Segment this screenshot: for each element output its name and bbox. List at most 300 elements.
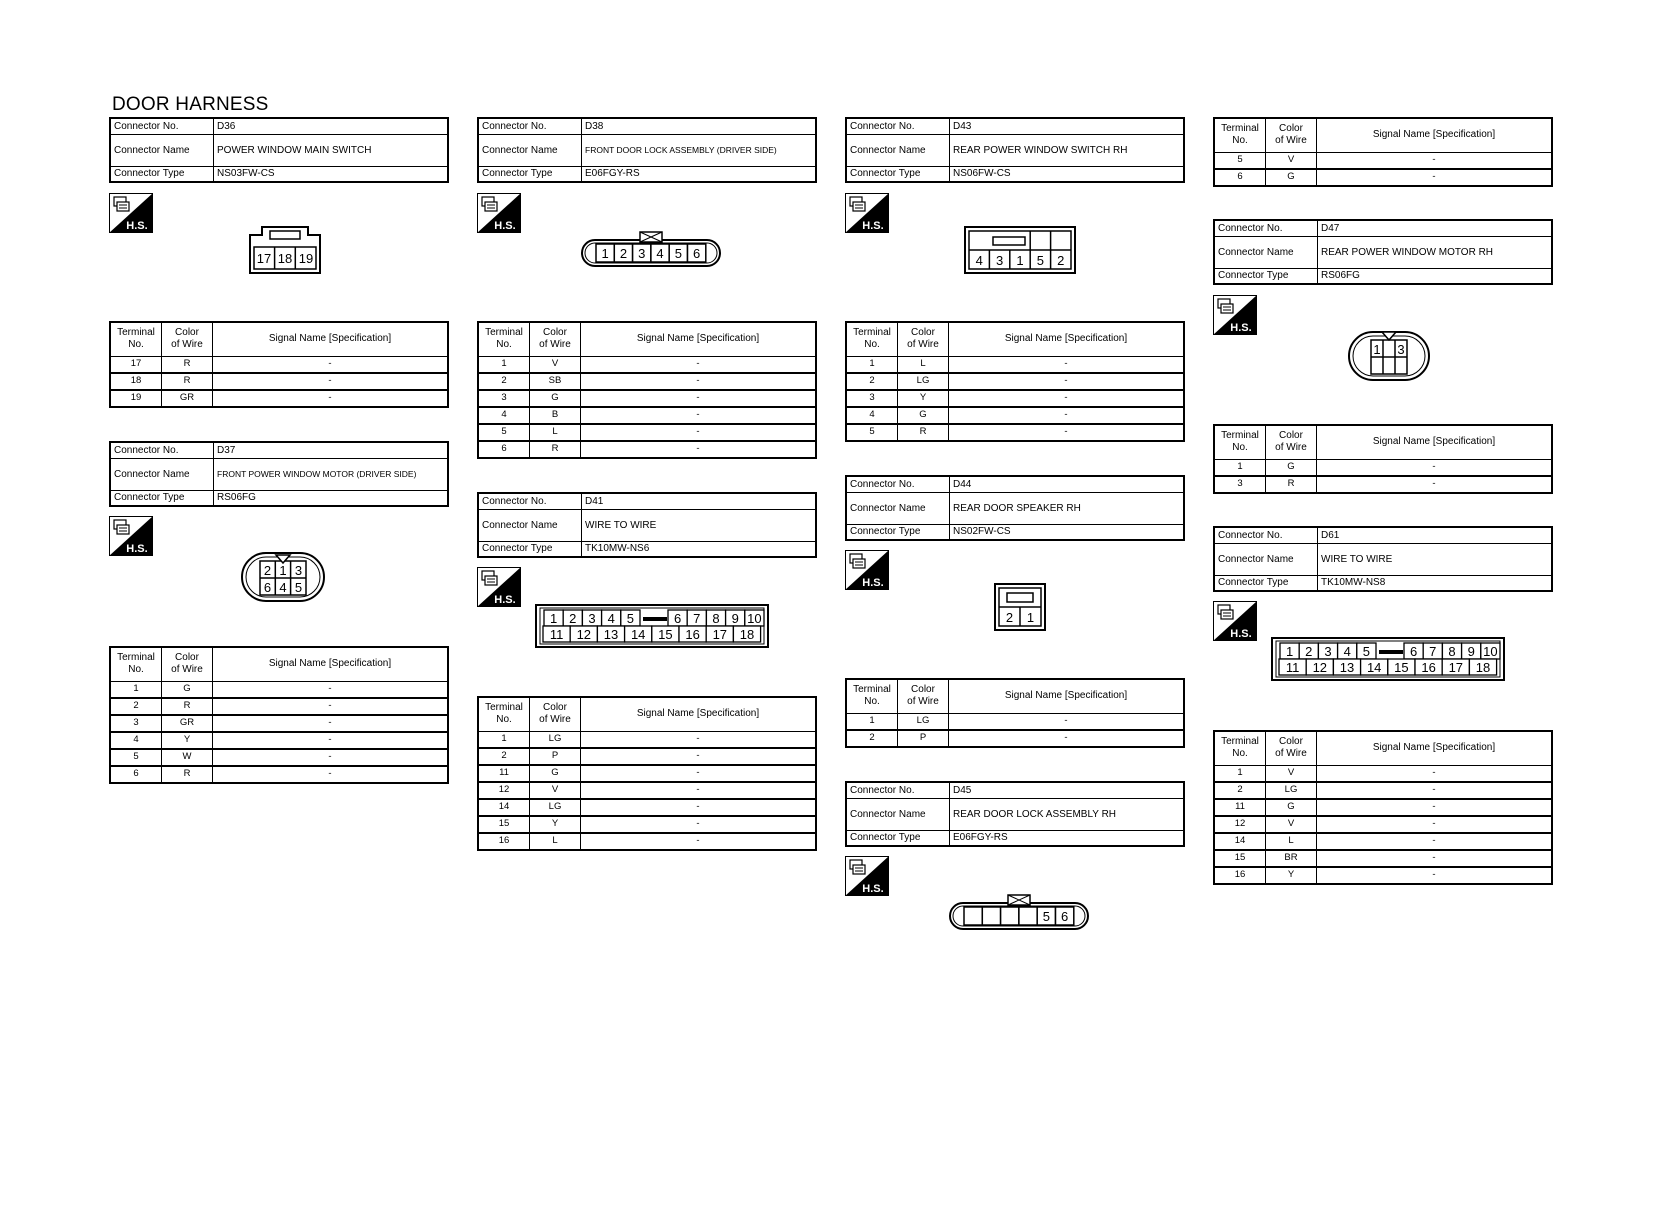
pin-label: 12 — [1312, 660, 1328, 675]
signal-name-header: Signal Name [Specification] — [949, 322, 1185, 356]
signal-name-cell: - — [949, 424, 1185, 441]
pin-label: 10 — [747, 611, 762, 626]
pin-label: 14 — [630, 627, 646, 642]
color-of-wire-header: Color of Wire — [162, 322, 213, 356]
pin-label: 17 — [712, 627, 728, 642]
table-row — [110, 766, 448, 783]
wire-color-cell: L — [530, 833, 581, 850]
connector-face-d38 — [580, 230, 722, 275]
pin-label: 4 — [279, 580, 287, 595]
wire-color-cell: SB — [530, 373, 581, 390]
terminal-no-cell: 15 — [1214, 850, 1266, 867]
connector-no-label: Connector No. — [110, 442, 214, 458]
connector-no-label: Connector No. — [110, 118, 214, 134]
table-row — [110, 749, 448, 766]
pin-label: 19 — [298, 251, 314, 266]
pin-label: 18 — [1475, 660, 1491, 675]
connector-face-d61-svg — [1270, 636, 1506, 682]
connector-face-d45 — [948, 893, 1090, 938]
connector-name-value: POWER WINDOW MAIN SWITCH — [214, 134, 449, 166]
wire-color-cell: R — [530, 441, 581, 458]
table-row — [478, 373, 816, 390]
connector-name-label: Connector Name — [478, 509, 582, 541]
terminal-no-cell: 2 — [846, 373, 898, 390]
wire-color-cell: L — [1266, 833, 1317, 850]
terminal-no-cell: 19 — [110, 390, 162, 407]
signal-name-cell: - — [213, 732, 449, 749]
connector-no-label: Connector No. — [478, 118, 582, 134]
table-row — [110, 390, 448, 407]
connector-name-label: Connector Name — [110, 458, 214, 490]
connector-name-value: REAR DOOR LOCK ASSEMBLY RH — [950, 798, 1185, 830]
connector-info-d47 — [1213, 219, 1553, 285]
signal-name-cell: - — [1317, 799, 1553, 816]
harness-side-icon — [477, 193, 521, 233]
connector-info-d36 — [109, 117, 449, 183]
table-row — [110, 698, 448, 715]
wire-color-cell: Y — [898, 390, 949, 407]
terminal-no-cell: 12 — [1214, 816, 1266, 833]
signal-name-cell: - — [581, 390, 817, 407]
signal-name-cell: - — [213, 373, 449, 390]
table-row — [478, 731, 816, 748]
terminal-no-cell: 6 — [478, 441, 530, 458]
connector-name-label: Connector Name — [846, 492, 950, 524]
connector-type-value: RS06FG — [214, 490, 449, 506]
connector-face-d36 — [248, 225, 322, 280]
pin-label: 6 — [673, 611, 682, 626]
pin-label: 5 — [1362, 644, 1371, 659]
connector-face-d61 — [1270, 636, 1506, 687]
pin-label: 7 — [693, 611, 701, 626]
harness-side-icon — [1213, 295, 1257, 335]
terminal-no-cell: 17 — [110, 356, 162, 373]
table-row — [846, 390, 1184, 407]
pin-label: 13 — [1339, 660, 1355, 675]
pin-label: 16 — [1421, 660, 1436, 675]
color-of-wire-header: Color of Wire — [898, 322, 949, 356]
pin-label: 18 — [277, 251, 293, 266]
terminal-table-d38 — [477, 321, 817, 459]
pin-label: 11 — [1285, 660, 1300, 675]
connector-no-value: D45 — [950, 782, 1185, 798]
pin-label: 4 — [1343, 644, 1351, 659]
terminal-no-cell: 6 — [1214, 169, 1266, 186]
pin-cell — [1019, 907, 1037, 925]
terminal-no-cell: 1 — [478, 731, 530, 748]
connector-face-d47-svg — [1347, 324, 1431, 384]
connector-name-label: Connector Name — [478, 134, 582, 166]
wire-color-cell: V — [1266, 765, 1317, 782]
table-row — [846, 730, 1184, 747]
table-row — [1214, 476, 1552, 493]
pin-label: 11 — [549, 627, 564, 642]
table-row — [846, 373, 1184, 390]
hs-label: H.S. — [126, 543, 148, 555]
connector-name-label: Connector Name — [846, 134, 950, 166]
connector-face-d43 — [963, 225, 1077, 280]
signal-name-cell: - — [1317, 867, 1553, 884]
terminal-no-header: Terminal No. — [846, 679, 898, 713]
wire-color-cell: G — [1266, 799, 1317, 816]
pin-label: 1 — [1026, 610, 1035, 625]
wire-color-cell: P — [530, 748, 581, 765]
terminal-table-d43 — [845, 321, 1185, 442]
wire-color-cell: W — [162, 749, 213, 766]
pin-label: 2 — [1305, 644, 1313, 659]
color-of-wire-header: Color of Wire — [898, 679, 949, 713]
table-row — [478, 799, 816, 816]
pin-label: 2 — [619, 246, 628, 261]
wire-color-cell: P — [898, 730, 949, 747]
connector-type-value: NS03FW-CS — [214, 166, 449, 182]
signal-name-cell: - — [213, 681, 449, 698]
pin-label: 5 — [1036, 253, 1045, 268]
table-row — [478, 765, 816, 782]
signal-name-cell: - — [581, 407, 817, 424]
connector-name-value: FRONT DOOR LOCK ASSEMBLY (DRIVER SIDE) — [582, 134, 817, 166]
color-of-wire-header: Color of Wire — [530, 322, 581, 356]
wire-color-cell: V — [530, 356, 581, 373]
table-row — [1214, 152, 1552, 169]
pin-label: 17 — [256, 251, 272, 266]
wire-color-cell: Y — [162, 732, 213, 749]
terminal-no-cell: 15 — [478, 816, 530, 833]
wire-color-cell: LG — [898, 373, 949, 390]
connector-info-d61 — [1213, 526, 1553, 592]
terminal-table-d36 — [109, 321, 449, 408]
table-row — [1214, 799, 1552, 816]
wire-color-cell: Y — [1266, 867, 1317, 884]
signal-name-cell: - — [1317, 169, 1553, 186]
pin-label: 8 — [1448, 644, 1456, 659]
terminal-no-cell: 16 — [478, 833, 530, 850]
pin-label: 6 — [263, 580, 272, 595]
terminal-no-cell: 16 — [1214, 867, 1266, 884]
connector-face-d36-svg — [248, 225, 322, 275]
signal-name-cell: - — [213, 749, 449, 766]
signal-name-header: Signal Name [Specification] — [949, 679, 1185, 713]
connector-no-value: D61 — [1318, 527, 1553, 543]
table-row — [846, 356, 1184, 373]
hs-label: H.S. — [862, 577, 884, 589]
pin-label: 9 — [1467, 644, 1475, 659]
connector-no-label: Connector No. — [846, 118, 950, 134]
terminal-no-cell: 5 — [1214, 152, 1266, 169]
terminal-no-header: Terminal No. — [478, 322, 530, 356]
connector-name-value: FRONT POWER WINDOW MOTOR (DRIVER SIDE) — [214, 458, 449, 490]
terminal-table-d47 — [1213, 424, 1553, 494]
connector-no-value: D36 — [214, 118, 449, 134]
wire-color-cell: R — [1266, 476, 1317, 493]
signal-name-header: Signal Name [Specification] — [581, 322, 817, 356]
signal-name-cell: - — [581, 424, 817, 441]
pin-label: 7 — [1429, 644, 1437, 659]
pin-label: 3 — [294, 563, 303, 578]
pin-label: 5 — [294, 580, 303, 595]
connector-info-d43 — [845, 117, 1185, 183]
pin-label: 3 — [588, 611, 596, 626]
connector-face-d41 — [534, 603, 770, 654]
terminal-no-cell: 3 — [1214, 476, 1266, 493]
wire-color-cell: R — [162, 356, 213, 373]
terminal-no-cell: 11 — [478, 765, 530, 782]
connector-name-value: WIRE TO WIRE — [1318, 543, 1553, 575]
pin-label: 3 — [995, 253, 1004, 268]
connector-face-d45-svg — [948, 893, 1090, 933]
signal-name-header: Signal Name [Specification] — [213, 322, 449, 356]
pin-label: 17 — [1448, 660, 1464, 675]
terminal-no-cell: 14 — [1214, 833, 1266, 850]
connector-face-d44-svg — [993, 582, 1047, 632]
connector-type-value: RS06FG — [1318, 268, 1553, 284]
pin-label: 4 — [975, 253, 983, 268]
connector-info-d44 — [845, 475, 1185, 541]
table-row — [478, 407, 816, 424]
terminal-no-cell: 1 — [478, 356, 530, 373]
terminal-table-d61 — [1213, 730, 1553, 885]
connector-face-d38-svg — [580, 230, 722, 270]
terminal-no-cell: 14 — [478, 799, 530, 816]
terminal-no-header: Terminal No. — [1214, 425, 1266, 459]
pin-label: 5 — [626, 611, 635, 626]
connector-name-label: Connector Name — [846, 798, 950, 830]
terminal-no-cell: 2 — [478, 748, 530, 765]
signal-name-cell: - — [1317, 765, 1553, 782]
connector-face-d37-svg — [240, 547, 326, 605]
connector-face-d47 — [1347, 324, 1431, 389]
table-row — [110, 715, 448, 732]
terminal-no-cell: 4 — [110, 732, 162, 749]
terminal-table-d45 — [1213, 117, 1553, 187]
connector-info-d41 — [477, 492, 817, 558]
signal-name-cell: - — [213, 356, 449, 373]
table-row — [478, 356, 816, 373]
signal-name-cell: - — [1317, 816, 1553, 833]
terminal-no-cell: 3 — [478, 390, 530, 407]
pin-label: 1 — [549, 611, 558, 626]
connector-type-label: Connector Type — [846, 524, 950, 540]
hs-label: H.S. — [862, 883, 884, 895]
signal-name-cell: - — [213, 698, 449, 715]
pin-label: 9 — [731, 611, 739, 626]
terminal-no-cell: 4 — [846, 407, 898, 424]
pin-label: 12 — [576, 627, 592, 642]
connector-no-label: Connector No. — [846, 782, 950, 798]
table-row — [478, 424, 816, 441]
table-row — [1214, 765, 1552, 782]
table-row — [846, 407, 1184, 424]
signal-name-cell: - — [949, 390, 1185, 407]
terminal-no-cell: 3 — [846, 390, 898, 407]
pin-label: 3 — [1397, 342, 1405, 357]
signal-name-cell: - — [581, 356, 817, 373]
harness-side-icon — [477, 567, 521, 607]
hs-label: H.S. — [126, 220, 148, 232]
table-row — [478, 441, 816, 458]
wire-color-cell: LG — [530, 731, 581, 748]
key-bar — [643, 617, 667, 621]
signal-name-cell: - — [213, 766, 449, 783]
terminal-no-cell: 1 — [1214, 765, 1266, 782]
pin-label: 3 — [638, 246, 646, 261]
connector-name-value: WIRE TO WIRE — [582, 509, 817, 541]
table-row — [1214, 867, 1552, 884]
wire-color-cell: G — [898, 407, 949, 424]
connector-name-value: REAR DOOR SPEAKER RH — [950, 492, 1185, 524]
table-row — [110, 356, 448, 373]
connector-face-d44 — [993, 582, 1047, 637]
wire-color-cell: L — [530, 424, 581, 441]
signal-name-cell: - — [581, 833, 817, 850]
connector-no-value: D38 — [582, 118, 817, 134]
signal-name-cell: - — [581, 731, 817, 748]
pin-label: 16 — [685, 627, 700, 642]
signal-name-cell: - — [213, 390, 449, 407]
terminal-no-header: Terminal No. — [1214, 731, 1266, 765]
connector-name-value: REAR POWER WINDOW SWITCH RH — [950, 134, 1185, 166]
connector-type-label: Connector Type — [478, 166, 582, 182]
table-row — [110, 373, 448, 390]
hs-label: H.S. — [494, 220, 516, 232]
wire-color-cell: BR — [1266, 850, 1317, 867]
connector-face-d41-svg — [534, 603, 770, 649]
signal-name-cell: - — [949, 713, 1185, 730]
signal-name-header: Signal Name [Specification] — [1317, 425, 1553, 459]
table-row — [478, 816, 816, 833]
terminal-no-cell: 6 — [110, 766, 162, 783]
wire-color-cell: R — [898, 424, 949, 441]
terminal-no-header: Terminal No. — [110, 647, 162, 681]
signal-name-cell: - — [1317, 476, 1553, 493]
pin-label: 1 — [1285, 644, 1294, 659]
pin-label: 2 — [1005, 610, 1014, 625]
pin-label: 13 — [603, 627, 619, 642]
signal-name-cell: - — [581, 799, 817, 816]
wire-color-cell: V — [1266, 152, 1317, 169]
connector-face-d43-svg — [963, 225, 1077, 275]
signal-name-header: Signal Name [Specification] — [213, 647, 449, 681]
pin-label: 6 — [1061, 909, 1069, 924]
pin-label: 15 — [658, 627, 673, 642]
signal-name-cell: - — [1317, 782, 1553, 799]
connector-type-value: NS06FW-CS — [950, 166, 1185, 182]
wire-color-cell: G — [530, 765, 581, 782]
connector-name-label: Connector Name — [1214, 543, 1318, 575]
color-of-wire-header: Color of Wire — [1266, 731, 1317, 765]
terminal-no-cell: 5 — [110, 749, 162, 766]
terminal-table-d37 — [109, 646, 449, 784]
signal-name-header: Signal Name [Specification] — [1317, 118, 1553, 152]
pin-label: 1 — [279, 563, 287, 578]
table-row — [478, 390, 816, 407]
connector-no-value: D44 — [950, 476, 1185, 492]
wire-color-cell: R — [162, 373, 213, 390]
wire-color-cell: R — [162, 766, 213, 783]
terminal-table-d41 — [477, 696, 817, 851]
table-row — [478, 748, 816, 765]
pin-label: 1 — [1016, 253, 1024, 268]
pin-label: 3 — [1324, 644, 1332, 659]
signal-name-cell: - — [949, 373, 1185, 390]
signal-name-cell: - — [581, 373, 817, 390]
pin-cell — [964, 907, 982, 925]
connector-name-label: Connector Name — [1214, 236, 1318, 268]
terminal-no-cell: 2 — [1214, 782, 1266, 799]
connector-no-value: D37 — [214, 442, 449, 458]
harness-side-icon — [109, 516, 153, 556]
wire-color-cell: LG — [530, 799, 581, 816]
connector-info-d38 — [477, 117, 817, 183]
wire-color-cell: B — [530, 407, 581, 424]
signal-name-cell: - — [581, 816, 817, 833]
table-row — [110, 681, 448, 698]
terminal-no-cell: 11 — [1214, 799, 1266, 816]
connector-type-label: Connector Type — [846, 166, 950, 182]
table-row — [1214, 169, 1552, 186]
harness-side-icon — [845, 193, 889, 233]
terminal-no-cell: 1 — [110, 681, 162, 698]
wire-color-cell: LG — [898, 713, 949, 730]
pin-label: 2 — [569, 611, 577, 626]
pin-label: 15 — [1394, 660, 1409, 675]
table-row — [1214, 850, 1552, 867]
signal-name-cell: - — [1317, 833, 1553, 850]
wire-color-cell: GR — [162, 715, 213, 732]
wire-color-cell: V — [1266, 816, 1317, 833]
wire-color-cell: G — [530, 390, 581, 407]
wire-color-cell: LG — [1266, 782, 1317, 799]
terminal-no-header: Terminal No. — [478, 697, 530, 731]
connector-type-value: NS02FW-CS — [950, 524, 1185, 540]
pin-label: 1 — [601, 246, 609, 261]
signal-name-cell: - — [581, 782, 817, 799]
signal-name-cell: - — [1317, 459, 1553, 476]
pin-label: 5 — [1042, 909, 1050, 924]
terminal-no-cell: 2 — [110, 698, 162, 715]
wire-color-cell: V — [530, 782, 581, 799]
terminal-no-cell: 1 — [1214, 459, 1266, 476]
harness-side-icon — [845, 856, 889, 896]
connector-no-value: D41 — [582, 493, 817, 509]
table-row — [1214, 833, 1552, 850]
connector-type-label: Connector Type — [110, 490, 214, 506]
connector-type-value: TK10MW-NS8 — [1318, 575, 1553, 591]
wire-color-cell: G — [162, 681, 213, 698]
wire-color-cell: L — [898, 356, 949, 373]
terminal-no-header: Terminal No. — [1214, 118, 1266, 152]
color-of-wire-header: Color of Wire — [530, 697, 581, 731]
table-row — [1214, 459, 1552, 476]
pin-label: 8 — [712, 611, 720, 626]
terminal-no-cell: 2 — [478, 373, 530, 390]
terminal-no-cell: 4 — [478, 407, 530, 424]
connector-name-label: Connector Name — [110, 134, 214, 166]
terminal-no-cell: 1 — [846, 713, 898, 730]
harness-side-icon — [845, 550, 889, 590]
pin-label: 2 — [1057, 253, 1065, 268]
terminal-table-d44 — [845, 678, 1185, 748]
connector-name-value: REAR POWER WINDOW MOTOR RH — [1318, 236, 1553, 268]
connector-type-label: Connector Type — [110, 166, 214, 182]
signal-name-cell: - — [581, 748, 817, 765]
hs-label: H.S. — [1230, 322, 1252, 334]
terminal-no-cell: 12 — [478, 782, 530, 799]
connector-type-label: Connector Type — [1214, 268, 1318, 284]
connector-info-d37 — [109, 441, 449, 507]
connector-no-value: D47 — [1318, 220, 1553, 236]
signal-name-cell: - — [581, 765, 817, 782]
